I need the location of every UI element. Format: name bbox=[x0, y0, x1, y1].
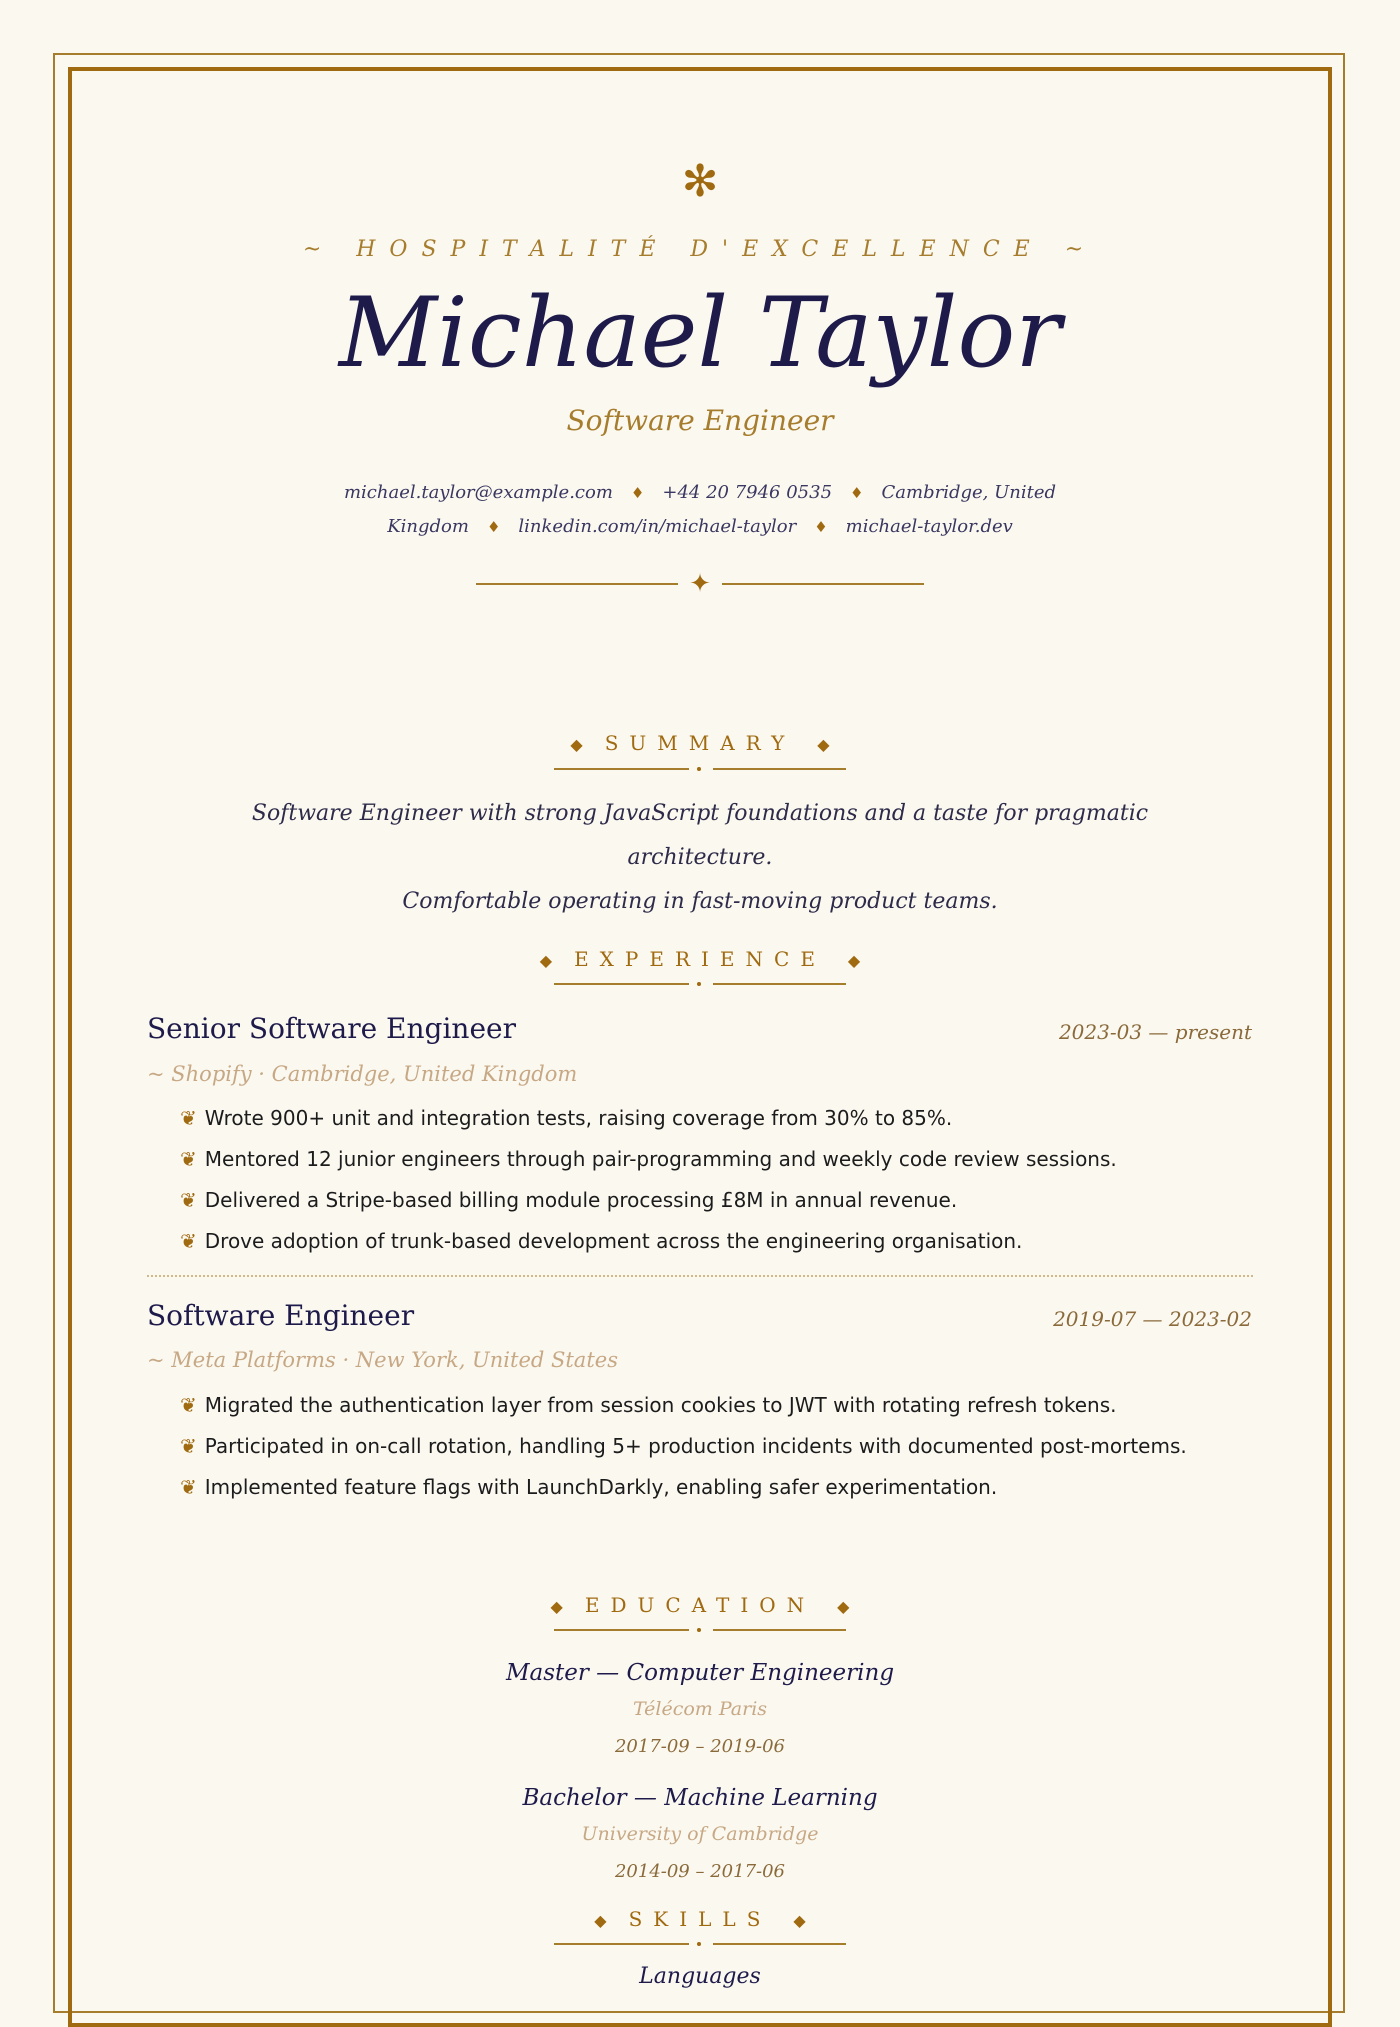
education-entry bbox=[0, 1781, 1400, 1891]
job-bullets bbox=[180, 1385, 1240, 1508]
diamond-ornament-icon: ◆ bbox=[847, 951, 861, 970]
diamond-separator-icon: ♦ bbox=[630, 484, 645, 502]
floral-bullet-icon: ❦ bbox=[180, 1475, 197, 1499]
section-rule bbox=[554, 763, 846, 775]
contact-location: Cambridge, United Kingdom bbox=[387, 482, 1057, 537]
job-title: Senior Software Engineer bbox=[147, 1012, 516, 1045]
section-heading-education bbox=[0, 1592, 1400, 1620]
floral-bullet-icon: ❦ bbox=[180, 1434, 197, 1458]
section-title: SKILLS bbox=[628, 1907, 772, 1931]
job-dates: 2019-07 — 2023-02 bbox=[1053, 1307, 1252, 1331]
header-divider bbox=[476, 570, 924, 600]
contact-website[interactable]: michael-taylor.dev bbox=[845, 516, 1013, 537]
tagline: ~ HOSPITALITÉ D'EXCELLENCE ~ bbox=[302, 237, 1098, 262]
diamond-separator-icon: ♦ bbox=[814, 518, 828, 536]
contact-email[interactable]: michael.taylor@example.com bbox=[343, 482, 613, 503]
section-rule bbox=[554, 1938, 846, 1950]
floral-bullet-icon: ❦ bbox=[180, 1229, 197, 1253]
job-separator bbox=[147, 1275, 1253, 1277]
floral-bullet-icon: ❦ bbox=[180, 1106, 197, 1130]
degree: Master — Computer Engineering bbox=[505, 1660, 895, 1686]
section-heading-experience bbox=[0, 946, 1400, 974]
diamond-ornament-icon: ◆ bbox=[793, 1911, 806, 1930]
education-dates: 2014-09 – 2017-06 bbox=[614, 1861, 786, 1882]
section-heading-skills bbox=[0, 1906, 1400, 1934]
diamond-ornament-icon: ◆ bbox=[817, 735, 830, 754]
skills-group-title: Languages bbox=[639, 1964, 761, 1989]
candidate-name: Michael Taylor bbox=[338, 277, 1062, 389]
school: University of Cambridge bbox=[581, 1823, 819, 1845]
floral-bullet-icon: ❦ bbox=[180, 1147, 197, 1171]
diamond-ornament-icon: ◆ bbox=[570, 735, 583, 754]
diamond-ornament-icon: ◆ bbox=[837, 1597, 850, 1616]
job-title: Software Engineer bbox=[147, 1299, 415, 1332]
job-organization: ~ Meta Platforms · New York, United States bbox=[147, 1348, 618, 1372]
contact-line bbox=[170, 476, 1230, 544]
education-dates: 2017-09 – 2019-06 bbox=[614, 1736, 786, 1757]
asterisk-ornament-icon: ✻ bbox=[681, 156, 719, 207]
list-item: ❦ Participated in on-call rotation, handling 5+ production incidents with documented post-mortems. bbox=[180, 1434, 1187, 1458]
degree: Bachelor — Machine Learning bbox=[522, 1785, 878, 1811]
section-heading-summary bbox=[0, 730, 1400, 758]
summary-line: Comfortable operating in fast-moving product teams. bbox=[402, 889, 998, 914]
section-rule bbox=[554, 1624, 846, 1636]
job-bullets bbox=[180, 1098, 1240, 1262]
school: Télécom Paris bbox=[632, 1698, 768, 1720]
list-item: ❦ Wrote 900+ unit and integration tests, raising coverage from 30% to 85%. bbox=[180, 1106, 953, 1130]
diamond-ornament-icon: ◆ bbox=[539, 951, 553, 970]
summary-text bbox=[220, 792, 1180, 924]
list-item: ❦ Implemented feature flags with LaunchDarkly, enabling safer experimentation. bbox=[180, 1475, 998, 1499]
floral-bullet-icon: ❦ bbox=[180, 1393, 197, 1417]
contact-linkedin[interactable]: linkedin.com/in/michael-taylor bbox=[518, 516, 797, 537]
list-item: ❦ Drove adoption of trunk-based development across the engineering organisation. bbox=[180, 1229, 1023, 1253]
list-item: ❦ Mentored 12 junior engineers through pair-programming and weekly code review sessions. bbox=[180, 1147, 1117, 1171]
list-item: ❦ Delivered a Stripe-based billing module processing £8M in annual revenue. bbox=[180, 1188, 958, 1212]
contact-phone[interactable]: +44 20 7946 0535 bbox=[662, 482, 833, 503]
job-organization: ~ Shopify · Cambridge, United Kingdom bbox=[147, 1062, 578, 1086]
section-title: EXPERIENCE bbox=[574, 947, 826, 971]
section-title: SUMMARY bbox=[604, 731, 796, 755]
education-entry bbox=[0, 1656, 1400, 1766]
section-rule bbox=[554, 978, 846, 990]
diamond-separator-icon: ♦ bbox=[850, 484, 864, 502]
divider-line bbox=[722, 583, 924, 585]
floral-bullet-icon: ❦ bbox=[180, 1188, 197, 1212]
diamond-separator-icon: ♦ bbox=[486, 518, 501, 536]
diamond-ornament-icon: ◆ bbox=[550, 1597, 563, 1616]
job-dates: 2023-03 — present bbox=[1058, 1020, 1252, 1044]
candidate-role: Software Engineer bbox=[566, 404, 834, 437]
diamond-ornament-icon: ◆ bbox=[594, 1911, 607, 1930]
list-item: ❦ Migrated the authentication layer from session cookies to JWT with rotating refresh tokens. bbox=[180, 1393, 1117, 1417]
divider-line bbox=[476, 583, 678, 585]
star-ornament-icon: ✦ bbox=[689, 569, 711, 599]
section-title: EDUCATION bbox=[584, 1593, 816, 1617]
summary-line: Software Engineer with strong JavaScript foundations and a taste for pragmatic architecture. bbox=[251, 801, 1149, 870]
